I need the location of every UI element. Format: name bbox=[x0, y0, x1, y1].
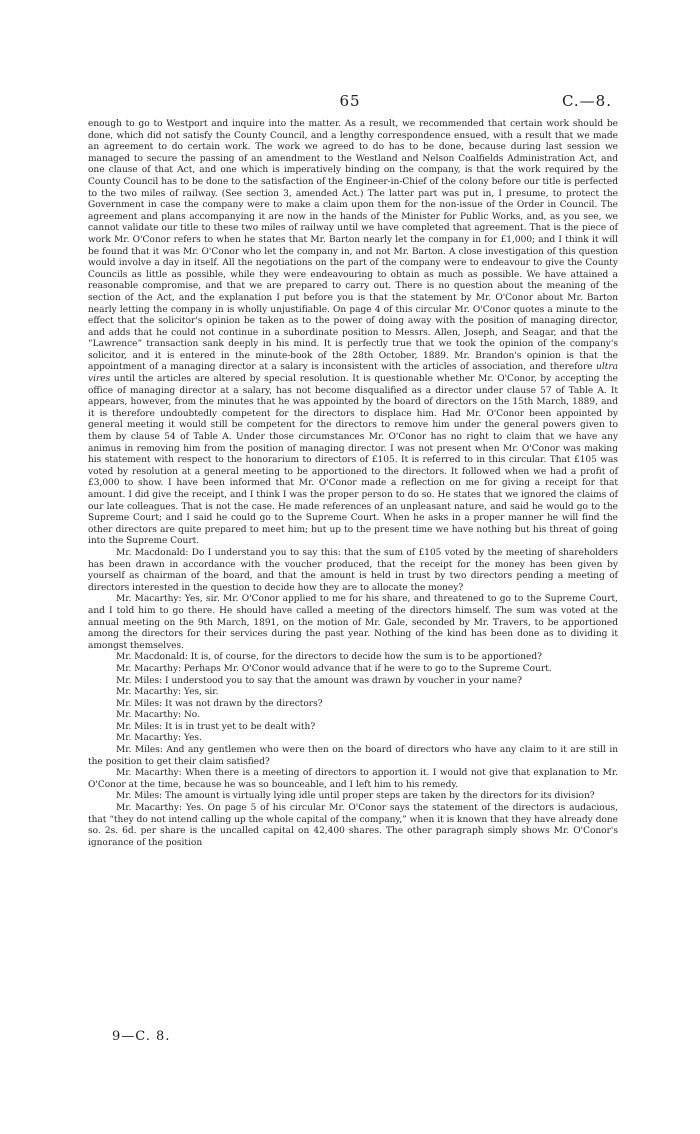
paragraph: Mr. Macarthy: Yes, sir. Mr. O'Conor applied to me for his share, and threatened to go to the Supreme Court, and I told him to go there. He should have called a meeting of the directors himself. The sum was voted at the annual meeting on the 9th March, 1891, on the motion of Mr. Gale, seconded by Mr. Travers, to be apportioned among the directors for their services during the past year. Nothing of the kind has been done as to dividing it amongst themselves. bbox=[88, 594, 618, 651]
paragraph: Mr. Miles: The amount is virtually lying idle until proper steps are taken by the directors for its division? bbox=[116, 791, 595, 802]
document-reference: C.—8. bbox=[561, 92, 612, 110]
paragraph: Mr. Macarthy: Yes. On page 5 of his circular Mr. O'Conor says the statement of the directors is audacious, that “they do not intend calling up the whole capital of the company,” when it is known that they have already done so. 2s. 6d. per share is the uncalled capital on 42,400 shares. The other paragraph simply shows Mr. O'Conor's ignorance of the position bbox=[88, 803, 618, 848]
paragraph-text: enough to go to Westport and inquire into the matter. As a result, we recommended that certain work should be done, which did not satisfy the County Council, and a lengthy correspondence ensued, with a result that we made an agreement to do certain work. The work we agreed to do has to be done, because during last session we managed to secure the passing of an amendment to the Westland and Nelson Coalfields Administration Act, and one clause of that Act, and one which is imperatively binding on the company, is that the work required by the County Council has to be done to the satisfaction of the Engineer-in-Chief of the colony before our title is perfected to the two miles of railway. (See section 3, amended Act.) The latter part was put in, I presume, to protect the Government in case the company were to make a claim upon them for the non-issue of the Order in Council. The agreement and plans accompanying it are now in the hands of the Minister for Public Works, and, as you see, we cannot validate our title to these two miles of railway until we have completed that agreement. That is the piece of work Mr. O'Conor refers to when he states that Mr. Barton nearly let the company in for £1,000; and I think it will be found that it was Mr. O'Conor who let the company in, and not Mr. Barton. A close investigation of this question would involve a day in itself. All the negotiations on the part of the company were to endeavour to give the County Councils as little as possible, while they were endeavouring to obtain as much as possible. We have attained a reasonable compromise, and that we are prepared to carry out. There is no question about the meaning of the section of the Act, and the explanation I put before you is that the statement by Mr. O'Conor about Mr. Barton nearly letting the company in is wholly unjustifiable. On page 4 of this circular Mr. O'Conor quotes a minute to the effect that the solicitor's opinion be taken as to the power of doing away with the position of managing director, and adds that he could not continue in a subordinate position to Messrs. Allen, Joseph, and Seagar, and that the “Lawrence” transaction sank deeply in his mind. It is perfectly true that we took the opinion of the company's solicitor, and it is entered in the minute-book of the 28th October, 1889. Mr. Brandon's opinion is that the appointment of a managing director at a salary is inconsistent with the articles of association, and therefore bbox=[88, 119, 618, 373]
paragraph: Mr. Macarthy: When there is a meeting of directors to apportion it. I would not give that explanation to Mr. O'Conor at the time, because he was so bounceable, and I left him to his remedy. bbox=[88, 768, 618, 790]
body-text bbox=[88, 119, 618, 849]
paragraph-text-continued: until the articles are altered by special resolution. It is questionable whether Mr. O'Conor, by accepting the office of managing director at a salary, has not become disqualified as a director under clause 57 of Table A. It appears, however, from the minutes that he was appointed by the board of directors on the 15th March, 1889, and it is therefore undoubtedly competent for the directors to displace him. Had Mr. O'Conor been appointed by general meeting it would still be competent for the directors to remove him under the general powers given to them by clause 54 of Table A. Under those circumstances Mr. O'Conor has no right to claim that we have any animus in removing him from the position of managing director. I was not present when Mr. O'Conor was making his statement with respect to the honorarium to directors of £105. It is referred to in this circular. That £105 was voted by resolution at a general meeting to be apportioned to the directors. It followed when we had a profit of £3,000 to show. I have been informed that Mr. O'Conor made a reflection on me for giving a receipt for that amount. I did give the receipt, and I think I was the proper person to do so. He states that we ignored the claims of our late colleagues. That is not the case. He made references of an unpleasant nature, and said he would go to the Supreme Court; and I said he could go to the Supreme Court. When he asks in a proper manner he will find the other directors are quite prepared to meet him; but up to the present time we have nothing but his threat of going into the Supreme Court. bbox=[88, 374, 618, 547]
paragraph: Mr. Miles: And any gentlemen who were then on the board of directors who have any claim to it are still in the position to get their claim satisfied? bbox=[88, 745, 618, 767]
paragraph bbox=[88, 119, 618, 548]
page-header bbox=[88, 92, 612, 112]
paragraph: Mr. Macarthy: Yes, sir. bbox=[116, 687, 219, 698]
page-number: 65 bbox=[339, 92, 361, 110]
paragraph: Mr. Macarthy: No. bbox=[116, 710, 200, 721]
paragraph: Mr. Macdonald: Do I understand you to say this: that the sum of £105 voted by the meeting of shareholders has been drawn in accordance with the voucher produced, that the receipt for the money has been given by yourself as chairman of the board, and that the amount is held in trust by two directors pending a meeting of directors interested in the question to decide how they are to allocate the money? bbox=[88, 547, 618, 593]
paragraph: Mr. Miles: It was not drawn by the directors? bbox=[116, 698, 323, 709]
paragraph: Mr. Miles: It is in trust yet to be dealt with? bbox=[116, 721, 316, 732]
italic-phrase: ultra vires bbox=[88, 362, 618, 385]
signature-mark: 9—C. 8. bbox=[112, 1029, 171, 1044]
paragraph: Mr. Macdonald: It is, of course, for the directors to decide how the sum is to be apportioned? bbox=[116, 652, 542, 663]
paragraph: Mr. Macarthy: Perhaps Mr. O'Conor would advance that if he were to go to the Supreme Court. bbox=[116, 663, 552, 674]
paragraph: Mr. Miles: I understood you to say that the amount was drawn by voucher in your name? bbox=[116, 675, 522, 686]
paragraph: Mr. Macarthy: Yes. bbox=[116, 733, 202, 744]
